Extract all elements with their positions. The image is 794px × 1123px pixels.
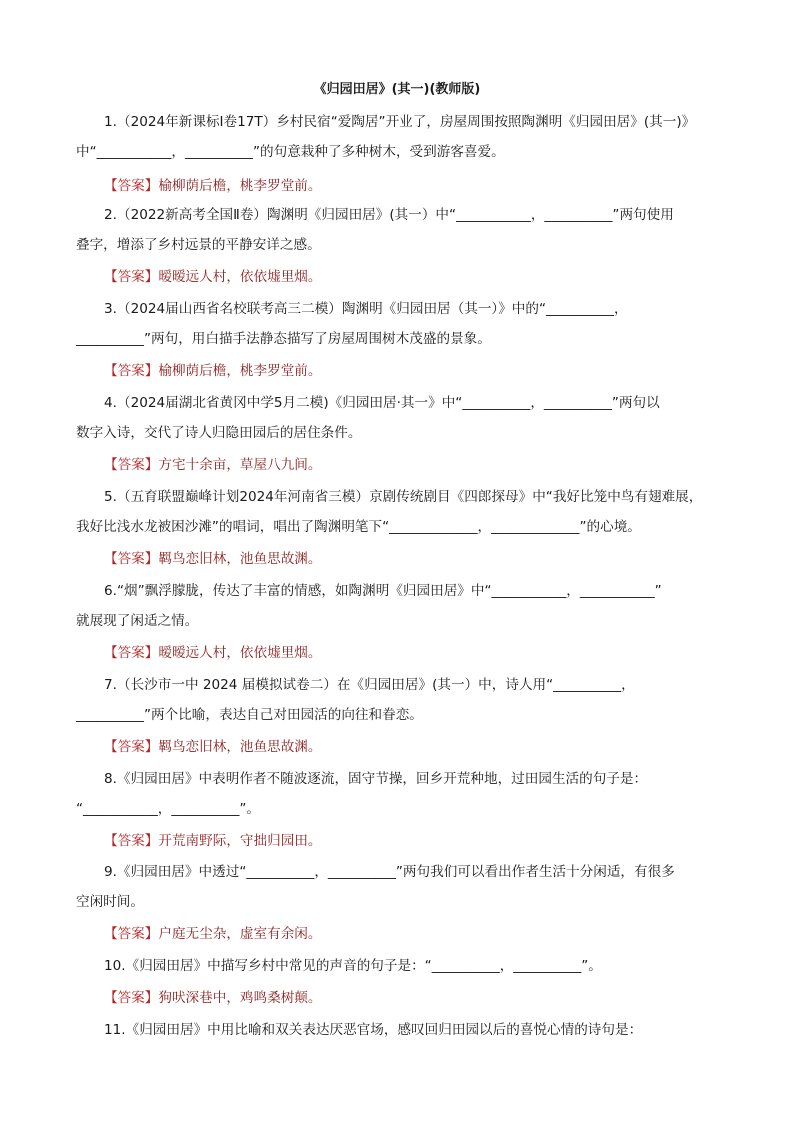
answer-text: 暧暧远人村，依依墟里烟。 — [158, 645, 322, 661]
answer-tag: 【答案】 — [104, 363, 159, 379]
question-7-line-1: 7.（长沙市一中 2024 届模拟试卷二）在《归园田居》(其一）中，诗人用“__________， — [104, 677, 635, 693]
question-6-line-2: 就展现了闲适之情。 — [76, 613, 199, 629]
answer-9 — [104, 924, 724, 944]
question-9-line-1: 9.《归园田居》中透过“__________，__________”两句我们可以看出作者生活十分闲适，有很多 — [104, 864, 675, 880]
answer-text: 榆柳荫后檐，桃李罗堂前。 — [158, 363, 322, 379]
answer-text: 狗吠深巷中，鸡鸣桑树颠。 — [158, 990, 322, 1006]
answer-text: 榆柳荫后檐，桃李罗堂前。 — [158, 178, 322, 194]
answer-tag: 【答案】 — [104, 645, 159, 661]
page-title: 《归园田居》(其一)(教师版) — [313, 82, 481, 97]
answer-3 — [104, 361, 724, 381]
question-5-line-2: 我好比浅水龙被困沙滩”的唱词，唱出了陶渊明笔下“_____________，_____________”的心境。 — [76, 519, 641, 535]
answer-4 — [104, 455, 724, 475]
answer-text: 暧暧远人村，依依墟里烟。 — [158, 269, 322, 285]
answer-text: 户庭无尘杂，虚室有余闲。 — [158, 926, 322, 942]
question-3-line-2: __________”两句，用白描手法静态描写了房屋周围树木茂盛的景象。 — [76, 331, 491, 347]
answer-1 — [104, 176, 724, 196]
answer-text: 方宅十余亩，草屋八九间。 — [158, 457, 322, 473]
question-5-line-1: 5.（五育联盟巅峰计划2024年河南省三模）京剧传统剧目《四郎探母》中“我好比笼中鸟有翅难展， — [104, 489, 703, 505]
answer-text: 羁鸟恋旧林，池鱼思故渊。 — [158, 551, 322, 567]
question-10-line-1: 10.《归园田居》中描写乡村中常见的声音的句子是：“__________，__________”。 — [104, 958, 602, 974]
answer-tag: 【答案】 — [104, 739, 159, 755]
answer-2 — [104, 267, 724, 287]
answer-tag: 【答案】 — [104, 551, 159, 567]
answer-tag: 【答案】 — [104, 990, 159, 1006]
answer-text: 开荒南野际，守拙归园田。 — [158, 833, 322, 849]
answer-5 — [104, 549, 724, 569]
question-8-line-2: “___________，__________”。 — [76, 801, 261, 817]
question-7-line-2: __________”两个比喻，表达自己对田园活的向往和眷恋。 — [76, 707, 423, 723]
question-1-line-1: 1.（2024年新课标Ⅰ卷17T）乡村民宿“爱陶居”开业了，房屋周围按照陶渊明《归园田居》(其一)》 — [104, 114, 696, 130]
question-8-line-1: 8.《归园田居》中表明作者不随波逐流，固守节操，回乡开荒种地，过田园生活的句子是： — [104, 771, 648, 787]
question-4-line-2: 数字入诗，交代了诗人归隐田园后的居住条件。 — [76, 425, 362, 441]
answer-6 — [104, 643, 724, 663]
question-2-line-2: 叠字，增添了乡村远景的平静安详之感。 — [76, 237, 321, 253]
answer-tag: 【答案】 — [104, 269, 159, 285]
question-11-line-1: 11.《归园田居》中用比喻和双关表达厌恶官场，感叹回归田园以后的喜悦心情的诗句是： — [104, 1022, 643, 1038]
question-9-line-2: 空闲时间。 — [76, 894, 144, 910]
answer-tag: 【答案】 — [104, 833, 159, 849]
question-4-line-1: 4.（2024届湖北省黄冈中学5月二模)《归园田居·其一》中“__________，__________”两句以 — [104, 395, 660, 411]
answer-tag: 【答案】 — [104, 457, 159, 473]
question-6-line-1: 6.“烟”飘浮朦胧，传达了丰富的情感，如陶渊明《归园田居》中“___________，___________” — [104, 583, 662, 599]
question-3-line-1: 3.（2024届山西省名校联考高三二模）陶渊明《归园田居（其一）》中的“__________， — [104, 301, 628, 317]
answer-text: 羁鸟恋旧林，池鱼思故渊。 — [158, 739, 322, 755]
answer-tag: 【答案】 — [104, 926, 159, 942]
question-2-line-1: 2.（2022新高考全国Ⅱ卷）陶渊明《归园田居》(其一）中“___________，__________”两句使用 — [104, 207, 674, 223]
question-1-line-2: 中“___________，__________”的句意栽种了多种树木，受到游客喜爱。 — [76, 144, 505, 160]
answer-tag: 【答案】 — [104, 178, 159, 194]
answer-10 — [104, 988, 724, 1008]
answer-7 — [104, 737, 724, 757]
answer-8 — [104, 831, 724, 851]
